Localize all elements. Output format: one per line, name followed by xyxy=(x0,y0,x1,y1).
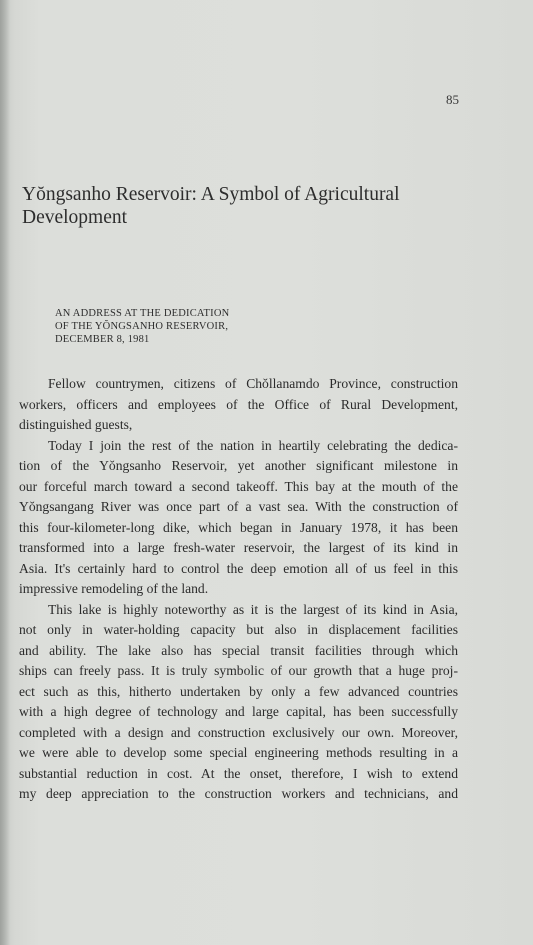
text-line: distinguished guests, xyxy=(19,417,133,432)
text-line: Asia. It's certainly hard to control the deep emotion all of us feel in this xyxy=(19,560,458,576)
text-line: we were able to develop some special engineering methods resulting in a xyxy=(19,745,458,760)
text-line: transformed into a large fresh-water reservoir, the largest of its kind in xyxy=(19,540,458,555)
subheading-line-1: AN ADDRESS AT THE DEDICATION xyxy=(55,308,230,319)
text-line: Today I join the rest of the nation in heartily celebrating the dedica- xyxy=(48,437,458,453)
text-line: This lake is highly noteworthy as it is the largest of its kind in Asia, xyxy=(48,601,458,617)
body-text xyxy=(19,374,458,805)
text-line: ships can freely pass. It is truly symbolic of our growth that a huge proj- xyxy=(19,663,458,678)
address-subheading xyxy=(55,307,229,346)
text-line: not only in water-holding capacity but also in displacement facilities xyxy=(19,622,458,637)
text-line: impressive remodeling of the land. xyxy=(19,581,209,596)
text-line: this four-kilometer-long dike, which began in January 1978, it has been xyxy=(19,519,458,535)
text-line: Yŏngsangang River was once part of a vast sea. With the construction of xyxy=(19,499,458,514)
subheading-line-3: DECEMBER 8, 1981 xyxy=(55,334,150,345)
chapter-title-line-1: Yŏngsanho Reservoir: A Symbol of Agricultural xyxy=(22,184,400,205)
text-line: with a high degree of technology and large capital, has been successfully xyxy=(19,704,458,719)
subheading-line-2: OF THE YŎNGSANHO RESERVOIR, xyxy=(55,321,229,332)
text-line: Fellow countrymen, citizens of Chŏllanamdo Province, construction xyxy=(48,376,458,391)
text-line: workers, officers and employees of the Office of Rural Development, xyxy=(19,396,458,412)
page-number: 85 xyxy=(446,92,459,107)
text-line: and ability. The lake also has special transit facilities through which xyxy=(19,642,458,658)
text-line: tion of the Yŏngsanho Reservoir, yet another significant milestone in xyxy=(19,458,458,473)
text-line: our forceful march toward a second takeoff. This bay at the mouth of the xyxy=(19,478,458,494)
text-line: substantial reduction in cost. At the onset, therefore, I wish to extend xyxy=(19,765,458,781)
text-line: completed with a design and construction exclusively our own. Moreover, xyxy=(19,724,458,740)
chapter-title xyxy=(22,183,462,229)
text-line: ect such as this, hitherto undertaken by only a few advanced countries xyxy=(19,683,458,699)
spine-shadow xyxy=(0,0,10,945)
text-line: my deep appreciation to the construction workers and technicians, and xyxy=(19,786,458,801)
chapter-title-line-2: Development xyxy=(22,207,128,228)
